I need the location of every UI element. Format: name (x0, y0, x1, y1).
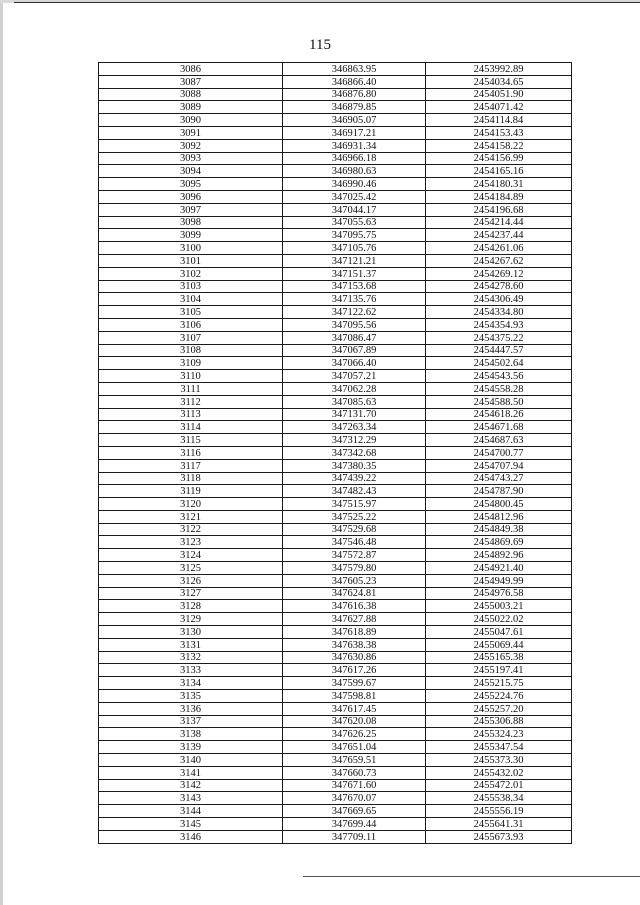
x-coordinate-cell: 347671.60 (283, 779, 426, 792)
point-number-cell: 3095 (99, 178, 283, 191)
point-number-cell: 3129 (99, 613, 283, 626)
table-row (99, 139, 572, 152)
x-coordinate-cell: 347626.25 (283, 728, 426, 741)
x-coordinate-cell: 346879.85 (283, 101, 426, 114)
x-coordinate-cell: 346905.07 (283, 114, 426, 127)
point-number-cell: 3114 (99, 421, 283, 434)
y-coordinate-cell: 2454588.50 (426, 395, 572, 408)
point-number-cell: 3117 (99, 459, 283, 472)
y-coordinate-cell: 2455069.44 (426, 638, 572, 651)
point-number-cell: 3111 (99, 382, 283, 395)
table-row (99, 190, 572, 203)
x-coordinate-cell: 347709.11 (283, 830, 426, 843)
x-coordinate-cell: 346917.21 (283, 126, 426, 139)
y-coordinate-cell: 2455022.02 (426, 613, 572, 626)
point-number-cell: 3115 (99, 434, 283, 447)
y-coordinate-cell: 2454543.56 (426, 370, 572, 383)
x-coordinate-cell: 347057.21 (283, 370, 426, 383)
table-row (99, 331, 572, 344)
page-number: 115 (309, 37, 331, 53)
point-number-cell: 3099 (99, 229, 283, 242)
x-coordinate-cell: 346966.18 (283, 152, 426, 165)
table-row (99, 242, 572, 255)
y-coordinate-cell: 2455472.01 (426, 779, 572, 792)
y-coordinate-cell: 2455003.21 (426, 600, 572, 613)
y-coordinate-cell: 2455165.38 (426, 651, 572, 664)
x-coordinate-cell: 347525.22 (283, 510, 426, 523)
table-row (99, 114, 572, 127)
point-number-cell: 3133 (99, 664, 283, 677)
y-coordinate-cell: 2454237.44 (426, 229, 572, 242)
x-coordinate-cell: 347044.17 (283, 203, 426, 216)
point-number-cell: 3142 (99, 779, 283, 792)
table-row (99, 677, 572, 690)
point-number-cell: 3140 (99, 754, 283, 767)
x-coordinate-cell: 347439.22 (283, 472, 426, 485)
table-row (99, 344, 572, 357)
coordinates-table-body (99, 63, 572, 844)
table-row (99, 75, 572, 88)
point-number-cell: 3145 (99, 818, 283, 831)
table-row (99, 395, 572, 408)
y-coordinate-cell: 2454196.68 (426, 203, 572, 216)
x-coordinate-cell: 347062.28 (283, 382, 426, 395)
point-number-cell: 3104 (99, 293, 283, 306)
point-number-cell: 3108 (99, 344, 283, 357)
point-number-cell: 3101 (99, 254, 283, 267)
y-coordinate-cell: 2454267.62 (426, 254, 572, 267)
y-coordinate-cell: 2455257.20 (426, 702, 572, 715)
table-row (99, 690, 572, 703)
page-left-edge (0, 0, 3, 905)
x-coordinate-cell: 347095.56 (283, 318, 426, 331)
x-coordinate-cell: 347312.29 (283, 434, 426, 447)
x-coordinate-cell: 347025.42 (283, 190, 426, 203)
x-coordinate-cell: 347605.23 (283, 574, 426, 587)
table-row (99, 216, 572, 229)
x-coordinate-cell: 347599.67 (283, 677, 426, 690)
point-number-cell: 3137 (99, 715, 283, 728)
x-coordinate-cell: 346980.63 (283, 165, 426, 178)
point-number-cell: 3138 (99, 728, 283, 741)
y-coordinate-cell: 2455538.34 (426, 792, 572, 805)
table-row (99, 587, 572, 600)
y-coordinate-cell: 2455641.31 (426, 818, 572, 831)
table-row (99, 651, 572, 664)
y-coordinate-cell: 2455306.88 (426, 715, 572, 728)
y-coordinate-cell: 2454071.42 (426, 101, 572, 114)
point-number-cell: 3097 (99, 203, 283, 216)
table-row (99, 254, 572, 267)
y-coordinate-cell: 2454558.28 (426, 382, 572, 395)
x-coordinate-cell: 347515.97 (283, 498, 426, 511)
table-row (99, 485, 572, 498)
table-row (99, 741, 572, 754)
table-row (99, 434, 572, 447)
y-coordinate-cell: 2454502.64 (426, 357, 572, 370)
table-row (99, 549, 572, 562)
x-coordinate-cell: 347572.87 (283, 549, 426, 562)
table-row (99, 498, 572, 511)
point-number-cell: 3120 (99, 498, 283, 511)
y-coordinate-cell: 2454278.60 (426, 280, 572, 293)
y-coordinate-cell: 2454034.65 (426, 75, 572, 88)
table-row (99, 805, 572, 818)
y-coordinate-cell: 2454180.31 (426, 178, 572, 191)
table-row (99, 421, 572, 434)
x-coordinate-cell: 347095.75 (283, 229, 426, 242)
point-number-cell: 3125 (99, 562, 283, 575)
y-coordinate-cell: 2455215.75 (426, 677, 572, 690)
table-row (99, 638, 572, 651)
point-number-cell: 3102 (99, 267, 283, 280)
table-row (99, 702, 572, 715)
y-coordinate-cell: 2454849.38 (426, 523, 572, 536)
x-coordinate-cell: 347135.76 (283, 293, 426, 306)
point-number-cell: 3121 (99, 510, 283, 523)
point-number-cell: 3096 (99, 190, 283, 203)
x-coordinate-cell: 347669.65 (283, 805, 426, 818)
x-coordinate-cell: 347670.07 (283, 792, 426, 805)
table-row (99, 766, 572, 779)
table-row (99, 510, 572, 523)
x-coordinate-cell: 347067.89 (283, 344, 426, 357)
x-coordinate-cell: 347122.62 (283, 306, 426, 319)
table-row (99, 600, 572, 613)
point-number-cell: 3118 (99, 472, 283, 485)
x-coordinate-cell: 347659.51 (283, 754, 426, 767)
x-coordinate-cell: 347380.35 (283, 459, 426, 472)
point-number-cell: 3086 (99, 63, 283, 76)
table-row (99, 152, 572, 165)
point-number-cell: 3090 (99, 114, 283, 127)
x-coordinate-cell: 347618.89 (283, 626, 426, 639)
point-number-cell: 3105 (99, 306, 283, 319)
table-row (99, 715, 572, 728)
x-coordinate-cell: 347121.21 (283, 254, 426, 267)
x-coordinate-cell: 346931.34 (283, 139, 426, 152)
table-row (99, 88, 572, 101)
point-number-cell: 3088 (99, 88, 283, 101)
table-row (99, 472, 572, 485)
table-row (99, 574, 572, 587)
x-coordinate-cell: 347151.37 (283, 267, 426, 280)
table-row (99, 664, 572, 677)
y-coordinate-cell: 2454743.27 (426, 472, 572, 485)
x-coordinate-cell: 347529.68 (283, 523, 426, 536)
point-number-cell: 3141 (99, 766, 283, 779)
y-coordinate-cell: 2455047.61 (426, 626, 572, 639)
y-coordinate-cell: 2454354.93 (426, 318, 572, 331)
x-coordinate-cell: 347699.44 (283, 818, 426, 831)
x-coordinate-cell: 347482.43 (283, 485, 426, 498)
point-number-cell: 3136 (99, 702, 283, 715)
point-number-cell: 3091 (99, 126, 283, 139)
bottom-rule (303, 876, 640, 877)
y-coordinate-cell: 2454812.96 (426, 510, 572, 523)
point-number-cell: 3098 (99, 216, 283, 229)
x-coordinate-cell: 346866.40 (283, 75, 426, 88)
y-coordinate-cell: 2454334.80 (426, 306, 572, 319)
table-row (99, 203, 572, 216)
point-number-cell: 3127 (99, 587, 283, 600)
point-number-cell: 3146 (99, 830, 283, 843)
point-number-cell: 3087 (99, 75, 283, 88)
table-row (99, 126, 572, 139)
y-coordinate-cell: 2454269.12 (426, 267, 572, 280)
point-number-cell: 3092 (99, 139, 283, 152)
point-number-cell: 3093 (99, 152, 283, 165)
x-coordinate-cell: 347131.70 (283, 408, 426, 421)
x-coordinate-cell: 347342.68 (283, 446, 426, 459)
x-coordinate-cell: 347085.63 (283, 395, 426, 408)
x-coordinate-cell: 347617.26 (283, 664, 426, 677)
y-coordinate-cell: 2455556.19 (426, 805, 572, 818)
point-number-cell: 3110 (99, 370, 283, 383)
point-number-cell: 3112 (99, 395, 283, 408)
y-coordinate-cell: 2454114.84 (426, 114, 572, 127)
y-coordinate-cell: 2454165.16 (426, 165, 572, 178)
x-coordinate-cell: 347638.38 (283, 638, 426, 651)
table-row (99, 165, 572, 178)
y-coordinate-cell: 2454892.96 (426, 549, 572, 562)
x-coordinate-cell: 347616.38 (283, 600, 426, 613)
point-number-cell: 3106 (99, 318, 283, 331)
point-number-cell: 3124 (99, 549, 283, 562)
y-coordinate-cell: 2454787.90 (426, 485, 572, 498)
y-coordinate-cell: 2454800.45 (426, 498, 572, 511)
y-coordinate-cell: 2454949.99 (426, 574, 572, 587)
table-row (99, 830, 572, 843)
y-coordinate-cell: 2454869.69 (426, 536, 572, 549)
point-number-cell: 3109 (99, 357, 283, 370)
x-coordinate-cell: 347624.81 (283, 587, 426, 600)
x-coordinate-cell: 347660.73 (283, 766, 426, 779)
point-number-cell: 3107 (99, 331, 283, 344)
y-coordinate-cell: 2454687.63 (426, 434, 572, 447)
x-coordinate-cell: 347055.63 (283, 216, 426, 229)
table-row (99, 626, 572, 639)
table-row (99, 446, 572, 459)
top-rule (14, 2, 640, 3)
y-coordinate-cell: 2454921.40 (426, 562, 572, 575)
point-number-cell: 3128 (99, 600, 283, 613)
x-coordinate-cell: 347263.34 (283, 421, 426, 434)
table-row (99, 408, 572, 421)
point-number-cell: 3135 (99, 690, 283, 703)
x-coordinate-cell: 347598.81 (283, 690, 426, 703)
x-coordinate-cell: 346876.80 (283, 88, 426, 101)
table-row (99, 178, 572, 191)
y-coordinate-cell: 2454447.57 (426, 344, 572, 357)
x-coordinate-cell: 347630.86 (283, 651, 426, 664)
x-coordinate-cell: 347105.76 (283, 242, 426, 255)
point-number-cell: 3094 (99, 165, 283, 178)
y-coordinate-cell: 2454214.44 (426, 216, 572, 229)
y-coordinate-cell: 2455197.41 (426, 664, 572, 677)
y-coordinate-cell: 2455373.30 (426, 754, 572, 767)
y-coordinate-cell: 2454707.94 (426, 459, 572, 472)
y-coordinate-cell: 2454671.68 (426, 421, 572, 434)
table-row (99, 779, 572, 792)
y-coordinate-cell: 2454306.49 (426, 293, 572, 306)
point-number-cell: 3119 (99, 485, 283, 498)
x-coordinate-cell: 346863.95 (283, 63, 426, 76)
table-row (99, 562, 572, 575)
point-number-cell: 3130 (99, 626, 283, 639)
y-coordinate-cell: 2454051.90 (426, 88, 572, 101)
y-coordinate-cell: 2454156.99 (426, 152, 572, 165)
table-row (99, 382, 572, 395)
point-number-cell: 3122 (99, 523, 283, 536)
y-coordinate-cell: 2455347.54 (426, 741, 572, 754)
y-coordinate-cell: 2454976.58 (426, 587, 572, 600)
point-number-cell: 3103 (99, 280, 283, 293)
table-row (99, 536, 572, 549)
table-row (99, 792, 572, 805)
table-row (99, 728, 572, 741)
x-coordinate-cell: 347627.88 (283, 613, 426, 626)
table-row (99, 280, 572, 293)
table-row (99, 370, 572, 383)
table-row (99, 101, 572, 114)
table-row (99, 818, 572, 831)
point-number-cell: 3144 (99, 805, 283, 818)
y-coordinate-cell: 2454618.26 (426, 408, 572, 421)
table-row (99, 229, 572, 242)
point-number-cell: 3116 (99, 446, 283, 459)
point-number-cell: 3113 (99, 408, 283, 421)
point-number-cell: 3100 (99, 242, 283, 255)
y-coordinate-cell: 2453992.89 (426, 63, 572, 76)
y-coordinate-cell: 2454261.06 (426, 242, 572, 255)
point-number-cell: 3139 (99, 741, 283, 754)
table-row (99, 306, 572, 319)
y-coordinate-cell: 2454184.89 (426, 190, 572, 203)
point-number-cell: 3123 (99, 536, 283, 549)
table-row (99, 459, 572, 472)
x-coordinate-cell: 347579.80 (283, 562, 426, 575)
point-number-cell: 3089 (99, 101, 283, 114)
table-row (99, 357, 572, 370)
y-coordinate-cell: 2455224.76 (426, 690, 572, 703)
coordinates-table (98, 62, 572, 844)
table-row (99, 754, 572, 767)
x-coordinate-cell: 347651.04 (283, 741, 426, 754)
x-coordinate-cell: 347546.48 (283, 536, 426, 549)
table-row (99, 613, 572, 626)
x-coordinate-cell: 347066.40 (283, 357, 426, 370)
x-coordinate-cell: 347617.45 (283, 702, 426, 715)
table-row (99, 293, 572, 306)
y-coordinate-cell: 2454375.22 (426, 331, 572, 344)
point-number-cell: 3131 (99, 638, 283, 651)
y-coordinate-cell: 2455673.93 (426, 830, 572, 843)
point-number-cell: 3143 (99, 792, 283, 805)
point-number-cell: 3132 (99, 651, 283, 664)
y-coordinate-cell: 2454153.43 (426, 126, 572, 139)
table-row (99, 267, 572, 280)
x-coordinate-cell: 347153.68 (283, 280, 426, 293)
table-row (99, 63, 572, 76)
y-coordinate-cell: 2455432.02 (426, 766, 572, 779)
x-coordinate-cell: 346990.46 (283, 178, 426, 191)
x-coordinate-cell: 347086.47 (283, 331, 426, 344)
point-number-cell: 3134 (99, 677, 283, 690)
table-row (99, 318, 572, 331)
point-number-cell: 3126 (99, 574, 283, 587)
x-coordinate-cell: 347620.08 (283, 715, 426, 728)
table-row (99, 523, 572, 536)
y-coordinate-cell: 2455324.23 (426, 728, 572, 741)
y-coordinate-cell: 2454158.22 (426, 139, 572, 152)
y-coordinate-cell: 2454700.77 (426, 446, 572, 459)
